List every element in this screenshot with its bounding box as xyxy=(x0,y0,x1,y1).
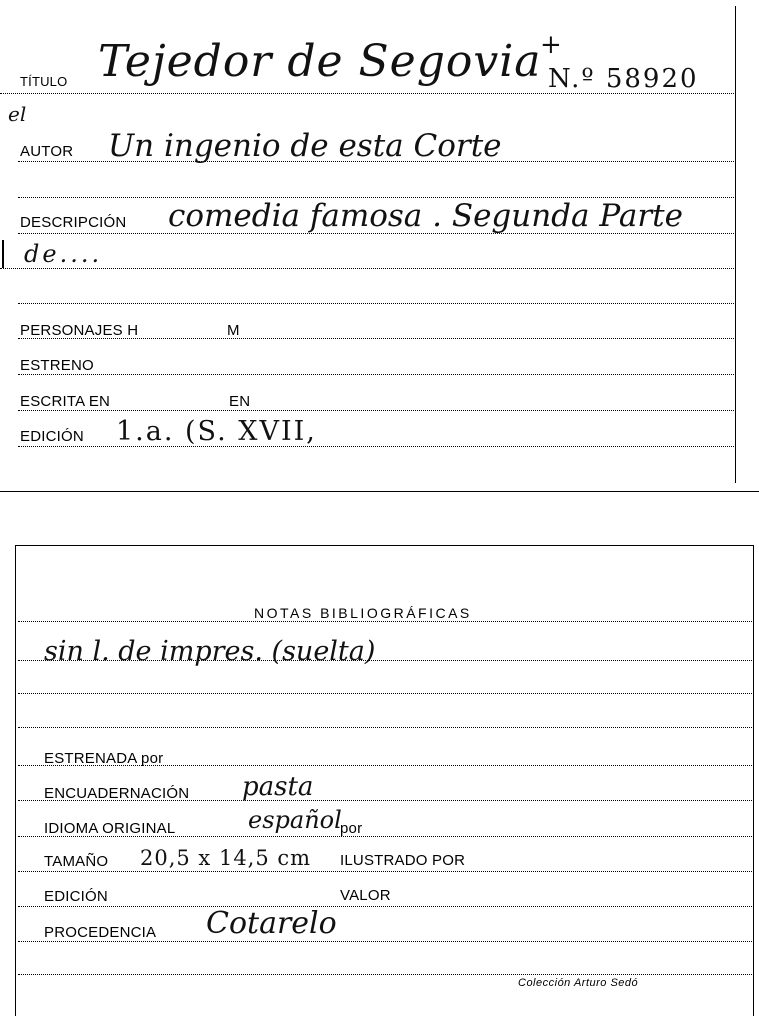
rule xyxy=(0,268,736,269)
encuadernacion-label: ENCUADERNACIÓN xyxy=(44,785,190,802)
idioma-value: español xyxy=(248,806,342,834)
edicion2-label: EDICIÓN xyxy=(44,888,108,905)
procedencia-value: Cotarelo xyxy=(206,906,337,941)
escrita-label: ESCRITA EN xyxy=(20,393,111,410)
titulo-value: Tejedor de Segovia xyxy=(98,36,542,87)
procedencia-label: PROCEDENCIA xyxy=(44,924,157,941)
notas-value: sin l. de impres. (suelta) xyxy=(44,636,376,667)
titulo-label: TÍTULO xyxy=(20,74,68,89)
tamano-label: TAMAÑO xyxy=(44,853,109,870)
article-el: el xyxy=(8,102,27,126)
rule xyxy=(18,727,752,728)
personajes-m-label: M xyxy=(227,322,240,339)
rule xyxy=(18,303,736,304)
ilustrado-label: ILUSTRADO POR xyxy=(340,852,466,869)
edicion-label: EDICIÓN xyxy=(20,428,84,445)
idioma-por-label: por xyxy=(340,820,363,837)
idioma-label: IDIOMA ORIGINAL xyxy=(44,820,176,837)
escrita-en-label: EN xyxy=(229,393,251,410)
titulo-numero: N.º 58920 xyxy=(548,64,699,94)
card-separator xyxy=(0,491,759,492)
notas-title: NOTAS BIBLIOGRÁFICAS xyxy=(254,605,472,621)
rule xyxy=(18,906,752,907)
encuadernacion-value: pasta xyxy=(242,772,314,802)
descripcion-value: comedia famosa . Segunda Parte xyxy=(168,198,683,234)
autor-value: Un ingenio de esta Corte xyxy=(108,128,502,164)
rule xyxy=(18,974,752,975)
titulo-cross: + xyxy=(540,30,562,60)
descripcion-cont: de.... xyxy=(24,240,103,268)
coleccion-footer: Colección Arturo Sedó xyxy=(518,977,639,989)
rule xyxy=(18,693,752,694)
edicion-value: 1.a. (S. XVII, xyxy=(116,416,317,447)
rule xyxy=(18,374,736,375)
autor-label: AUTOR xyxy=(20,143,74,160)
rule xyxy=(18,941,752,942)
valor-label: VALOR xyxy=(340,887,391,904)
estrenada-label: ESTRENADA por xyxy=(44,750,164,767)
rule xyxy=(18,621,752,622)
rule xyxy=(18,410,736,411)
descripcion-label: DESCRIPCIÓN xyxy=(20,214,127,231)
rule xyxy=(18,871,752,872)
personajes-label: PERSONAJES H xyxy=(20,322,139,339)
bracket-mark xyxy=(2,240,4,268)
estreno-label: ESTRENO xyxy=(20,357,94,374)
tamano-value: 20,5 x 14,5 cm xyxy=(140,846,312,870)
